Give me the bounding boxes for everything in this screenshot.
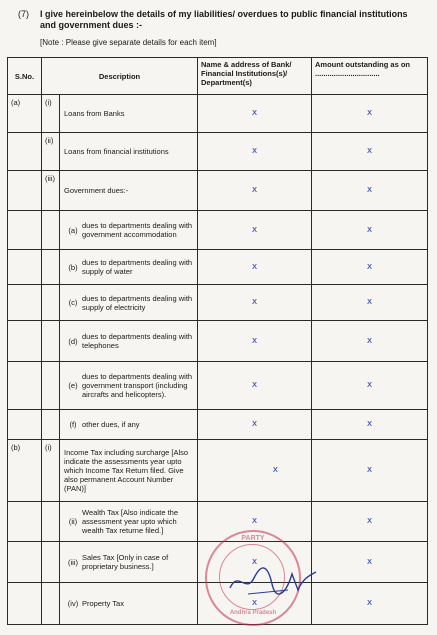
cross-mark: x [251,261,258,272]
cross-mark: x [366,380,373,390]
item-label: (iii) [68,557,78,567]
item-text: dues to departments dealing with telephones [82,332,193,350]
sno-cell [8,171,42,211]
cross-mark: x [366,108,373,118]
table-row [8,321,428,362]
item-label: (f) [69,420,77,429]
sno-cell: (a) [8,95,42,133]
item-label: (ii) [68,517,78,526]
cross-mark: x [251,146,258,156]
cross-mark: x [251,419,258,429]
item-label: (c) [68,298,78,307]
cross-mark: x [366,516,373,526]
sub-number-cell: (iii) [42,171,60,211]
description-cell: Income Tax including surcharge [Also indicate the assessments year upto which Income Tax Return filed. Give also permanent Account Number (PAN)] [60,440,198,502]
description-cell: Loans from Banks [60,95,198,133]
item-text: other dues, if any [82,420,140,429]
sno-cell [8,502,42,542]
item-label: (iv) [67,599,79,608]
table-row [8,133,428,171]
description-cell [60,321,198,362]
table-row [8,285,428,321]
sub-number-cell [42,211,60,250]
description-header: Description [42,58,198,95]
cross-mark: x [251,335,258,346]
cross-mark: x [251,185,258,195]
item-text: dues to departments dealing with supply of electricity [82,293,193,312]
amount-header: Amount outstanding as on ............................... [312,58,428,95]
sub-number-cell: (i) [42,95,60,133]
item-number: (7) [18,9,29,19]
sno-cell [8,410,42,440]
table-row [8,211,428,250]
stamp-bottom-text: Andhra Pradesh [229,610,277,616]
cross-mark: x [251,598,258,608]
item-text: Property Tax [82,599,124,608]
sub-number-cell: (i) [42,440,60,502]
cross-mark: x [251,556,258,567]
cross-mark: x [366,598,373,608]
sno-cell [8,583,42,625]
cross-mark: x [366,556,373,567]
item-label: (b) [68,262,78,272]
name-address-header: Name & address of Bank/ Financial Institutions(s)/ Department(s) [198,58,312,95]
item-text: Wealth Tax [Also indicate the assessment year upto which wealth Tax returne filed.] [82,508,179,535]
cross-mark: x [251,380,258,390]
sub-number-cell [42,502,60,542]
cross-mark: x [251,297,258,307]
table-row [8,362,428,410]
table-header-row [8,58,428,95]
sno-cell [8,133,42,171]
item-text: dues to departments dealing with supply of water [82,258,193,276]
item-text: dues to departments dealing with government transport (including aircrafts and helicopters). [82,372,193,399]
item-text: Sales Tax [Only in case of proprietary business.] [82,553,169,571]
item-text: dues to departments dealing with government accommodation [82,221,193,239]
description-cell: Loans from financial institutions [60,133,198,171]
description-cell [60,410,198,440]
item-label: (d) [68,336,78,346]
cross-mark: x [366,335,373,346]
handwritten-signature [228,560,318,600]
sno-cell [8,362,42,410]
sub-number-cell [42,250,60,285]
table-row [8,410,428,440]
cross-mark: x [366,297,373,307]
table-row [8,95,428,133]
cross-mark: x [251,516,258,526]
cross-mark: x [272,465,279,475]
sub-number-cell [42,285,60,321]
item-label: (a) [68,225,78,235]
cross-mark: x [366,419,373,429]
description-cell [60,285,198,321]
description-cell: Government dues:- [60,171,198,211]
description-cell [60,211,198,250]
description-cell [60,502,198,542]
item-label: (e) [68,381,78,390]
sno-cell [8,250,42,285]
sub-number-cell [42,583,60,625]
sub-number-cell: (ii) [42,133,60,171]
sno-cell [8,321,42,362]
cross-mark: x [366,261,373,272]
description-cell [60,362,198,410]
table-row [8,250,428,285]
sub-number-cell [42,542,60,583]
sno-cell [8,542,42,583]
section-title: I give hereinbelow the details of my liabilities/ overdues to public financial institutions and government dues :- [40,9,408,30]
cross-mark: x [366,224,373,235]
sno-header: S.No. [8,58,42,95]
sno-cell [8,285,42,321]
description-cell [60,542,198,583]
cross-mark: x [366,146,373,156]
cross-mark: x [251,224,258,235]
sub-number-cell [42,362,60,410]
description-cell [60,583,198,625]
sno-cell: (b) [8,440,42,502]
table-row [8,440,428,502]
sub-number-cell [42,410,60,440]
cross-mark: x [366,185,373,195]
section-note: [Note : Please give separate details for each item] [40,38,217,47]
table-row [8,171,428,211]
sub-number-cell [42,321,60,362]
description-cell [60,250,198,285]
cross-mark: x [366,465,373,475]
sno-cell [8,211,42,250]
stamp-top-text: PARTY [241,535,265,542]
cross-mark: x [251,108,258,118]
